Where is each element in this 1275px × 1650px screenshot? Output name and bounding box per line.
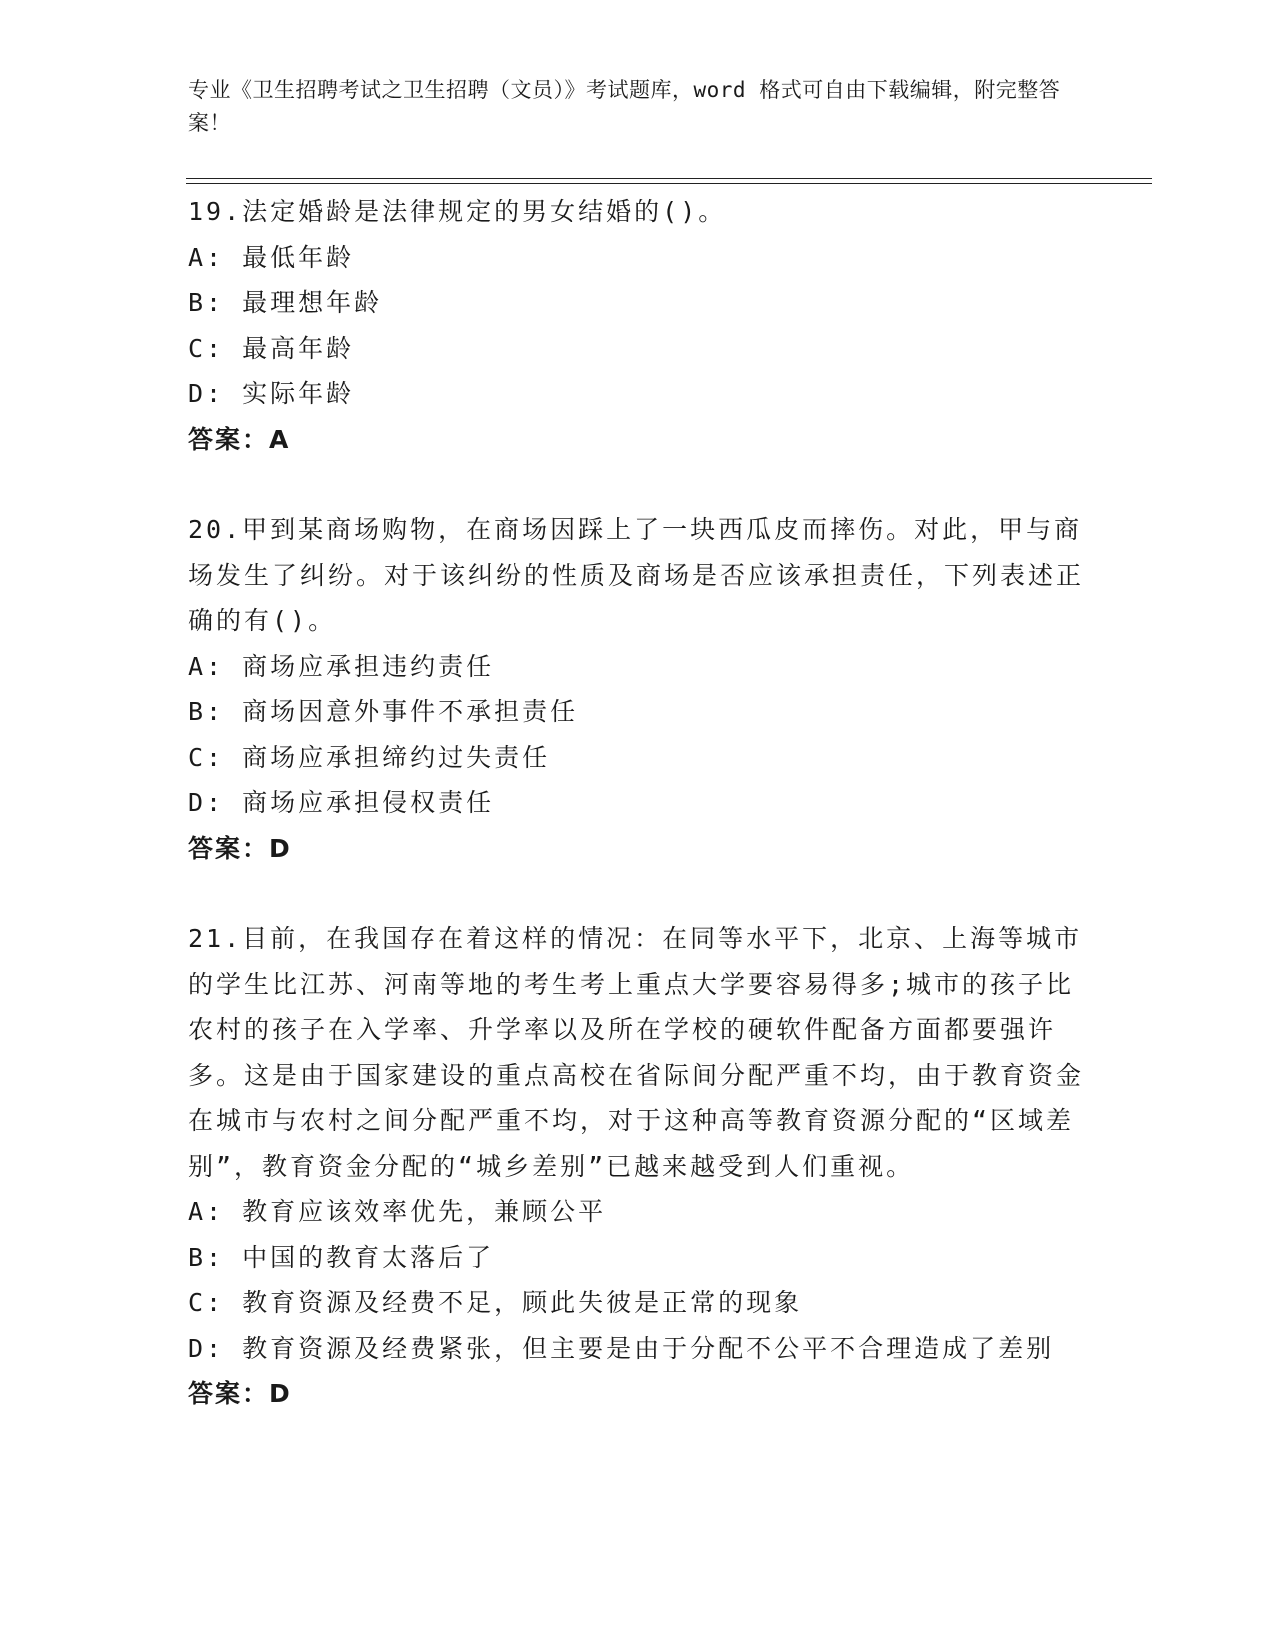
header-divider-bottom [186,183,1152,184]
option-d: D: 教育资源及经费紧张，但主要是由于分配不公平不合理造成了差别 [188,1333,1055,1363]
option-c: C: 教育资源及经费不足，顾此失彼是正常的现象 [188,1288,803,1317]
question-19 [188,189,1088,462]
option-a: A: 最低年龄 [188,242,355,272]
document-header [188,74,1068,140]
answer: 答案：D [188,833,292,863]
question-stem: 21.目前，在我国存在着这样的情况：在同等水平下，北京、上海等城市的学生比江苏、河南等地的考生考上重点大学要容易得多;城市的孩子比农村的孩子在入学率、升学率以及所在学校的硬软件配备方面都要强许多。这是由于国家建设的重点高校在省际间分配严重不均，由于教育资金在城市与农村之间分配严重不均，对于这种高等教育资源分配的“区域差别”，教育资金分配的“城乡差别”已越来越受到人们重视。 [188,924,1085,1181]
option-d: D: 商场应承担侵权责任 [188,788,495,817]
option-c: C: 商场应承担缔约过失责任 [188,742,551,772]
option-a: A: 教育应该效率优先，兼顾公平 [188,1197,607,1226]
header-divider-top [186,178,1152,179]
question-21 [188,916,1088,1417]
option-c: C: 最高年龄 [188,333,355,363]
header-text: 专业《卫生招聘考试之卫生招聘（文员）》考试题库，word 格式可自由下载编辑，附完整答案！ [188,78,1061,135]
answer: 答案：D [188,1379,292,1408]
question-list [188,189,1088,1462]
option-d: D: 实际年龄 [188,379,355,408]
question-20 [188,507,1088,871]
answer: 答案：A [188,424,291,454]
option-b: B: 中国的教育太落后了 [188,1242,495,1272]
question-stem: 20.甲到某商场购物，在商场因踩上了一块西瓜皮而摔伤。对此，甲与商场发生了纠纷。对于该纠纷的性质及商场是否应该承担责任，下列表述正确的有()。 [188,515,1085,635]
option-b: B: 商场因意外事件不承担责任 [188,697,579,726]
option-a: A: 商场应承担违约责任 [188,651,495,681]
question-stem: 19.法定婚龄是法律规定的男女结婚的()。 [188,197,727,226]
option-b: B: 最理想年龄 [188,288,383,317]
